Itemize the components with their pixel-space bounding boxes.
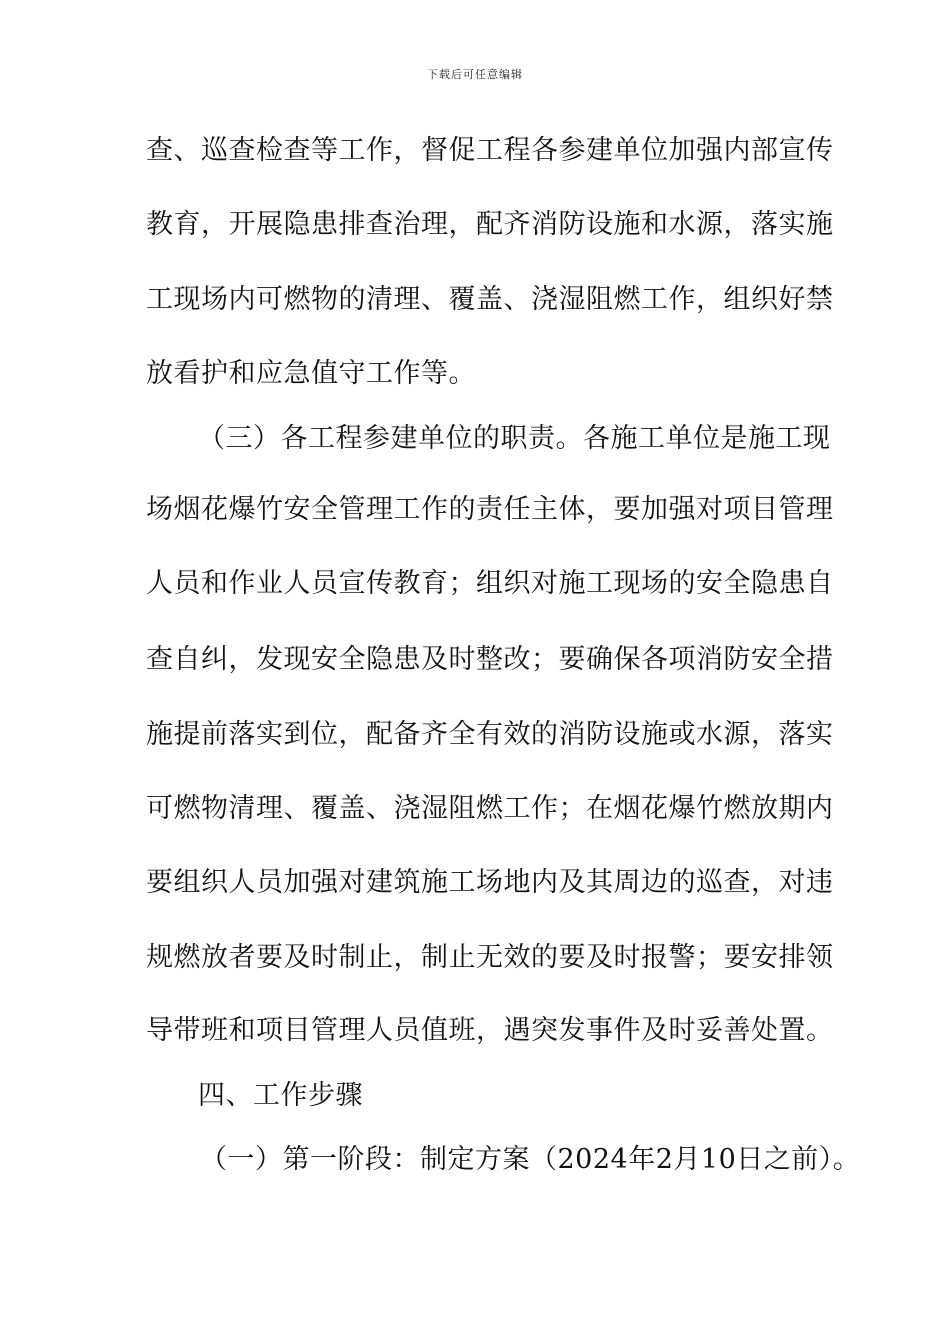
paragraph-line: 人员和作业人员宣传教育；组织对施工现场的安全隐患自 [146,568,834,599]
page-header: 下载后可任意编辑 [427,68,523,81]
subsection-item: （一）第一阶段：制定方案（2024年2月10日之前）。 [200,1144,861,1175]
paragraph-line: 可燃物清理、覆盖、浇湿阻燃工作；在烟花爆竹燃放期内 [146,793,834,824]
paragraph-line: 工现场内可燃物的清理、覆盖、浇湿阻燃工作，组织好禁 [146,284,834,315]
section-heading: 四、工作步骤 [198,1080,363,1111]
paragraph-line: （三）各工程参建单位的职责。各施工单位是施工现 [198,423,831,454]
paragraph-line: 场烟花爆竹安全管理工作的责任主体，要加强对项目管理 [146,494,834,525]
paragraph-line: 教育，开展隐患排查治理，配齐消防设施和水源，落实施 [146,209,834,240]
paragraph-line: 施提前落实到位，配备齐全有效的消防设施或水源，落实 [146,719,834,750]
paragraph-line: 放看护和应急值守工作等。 [146,358,476,389]
paragraph-line: 查自纠，发现安全隐患及时整改；要确保各项消防安全措 [146,644,834,675]
paragraph-line: 导带班和项目管理人员值班，遇突发事件及时妥善处置。 [146,1015,834,1046]
paragraph-line: 要组织人员加强对建筑施工场地内及其周边的巡查，对违 [146,867,834,898]
paragraph-line: 规燃放者要及时制止，制止无效的要及时报警；要安排领 [146,942,834,973]
paragraph-line: 查、巡查检查等工作，督促工程各参建单位加强内部宣传 [146,135,834,166]
